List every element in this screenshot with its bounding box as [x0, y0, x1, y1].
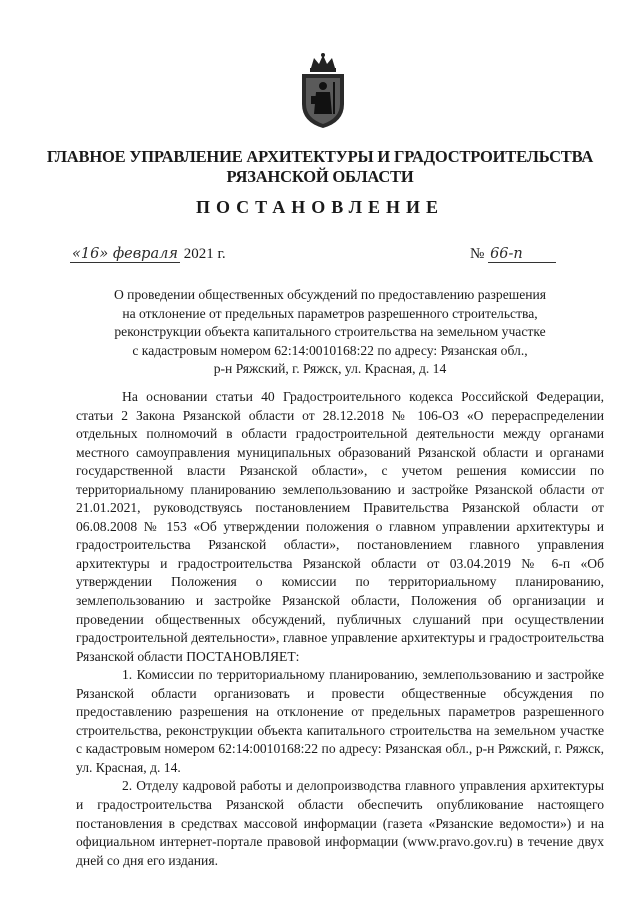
date-year: 2021 г. — [183, 246, 226, 262]
subject-line: О проведении общественных обсуждений по предоставлению разрешения — [113, 287, 547, 302]
document-date — [70, 246, 226, 263]
subject-line: р-н Ряжский, г. Ряжск, ул. Красная, д. 14 — [213, 361, 447, 377]
subject-line: реконструкции объекта капитального строительства на земельном участке — [114, 324, 546, 340]
body-paragraph-item-1: 1. Комиссии по территориальному планированию, землепользованию и застройке Рязанской области организовать и провести общественные обсуждения по предоставлению разрешения на отклонение от предельных параметров разрешенного строительства, реконструкции объекта капитального строительства на земельном участке с кадастровым номером 62:14:0010168:22 по адресу: Рязанская обл., р-н Ряжский, г. Ряжск, ул. Красная, д. 14. — [76, 667, 604, 775]
date-month: февраля — [112, 246, 178, 262]
date-quote-open: « — [72, 246, 81, 262]
number-value: 66-п — [488, 246, 556, 263]
date-handwritten — [70, 246, 180, 263]
subject-line: на отклонение от предельных параметров разрешенного строительства, — [122, 305, 538, 321]
coat-of-arms-icon — [294, 52, 352, 130]
date-quote-close: » — [99, 246, 109, 262]
date-day: 16 — [80, 246, 100, 262]
document-number — [470, 246, 556, 263]
document-body — [76, 388, 604, 870]
agency-name-line2: РЯЗАНСКОЙ ОБЛАСТИ — [226, 167, 414, 186]
agency-name-line1: ГЛАВНОЕ УПРАВЛЕНИЕ АРХИТЕКТУРЫ И ГРАДОСТРОИТЕЛЬСТВА — [46, 147, 594, 166]
body-paragraph-item-2: 2. Отделу кадровой работы и делопроизводства главного управления архитектуры и градостроительства Рязанской области обеспечить опубликование настоящего постановления в средствах массовой информации (газета «Рязанские ведомости») и на официальном интернет-портале правовой информации (www.pravo.gov.ru) в течение двух дней со дня его издания. — [76, 778, 604, 868]
body-paragraph-preamble: На основании статьи 40 Градостроительного кодекса Российской Федерации, статьи 2 Закона Рязанской области от 28.12.2018 № 106-ОЗ «О перераспределении отдельных полномочий в области градостроительной деятельности между органами местного самоуправления муниципальных образований Рязанской области и органами государственной власти Рязанской области», с учетом решения комиссии по территориальному планированию землепользованию и застройке Рязанской области от 21.01.2021, руководствуясь постановлением Правительства Рязанской области от 06.08.2008 № 153 «Об утверждении положения о главном управлении архитектуры и градостроительства Рязанской области», постановлением главного управления архитектуры и градостроительства Рязанской области от 03.04.2019 № 6-п «Об утверждении Положения о комиссии по территориальному планированию, землепользованию и застройке Рязанской области, Положения об организации и проведении общественных обсуждений, публичных слушаний при осуществлении градостроительной деятельности», главное управление архитектуры и градостроительства Рязанской области ПОСТАНОВЛЯЕТ: — [76, 389, 604, 664]
subject-line: с кадастровым номером 62:14:0010168:22 по адресу: Рязанская обл., — [132, 342, 528, 358]
document-subject — [60, 286, 600, 379]
document-type-title: ПОСТАНОВЛЕНИЕ — [195, 197, 445, 217]
number-prefix: № — [470, 246, 485, 262]
